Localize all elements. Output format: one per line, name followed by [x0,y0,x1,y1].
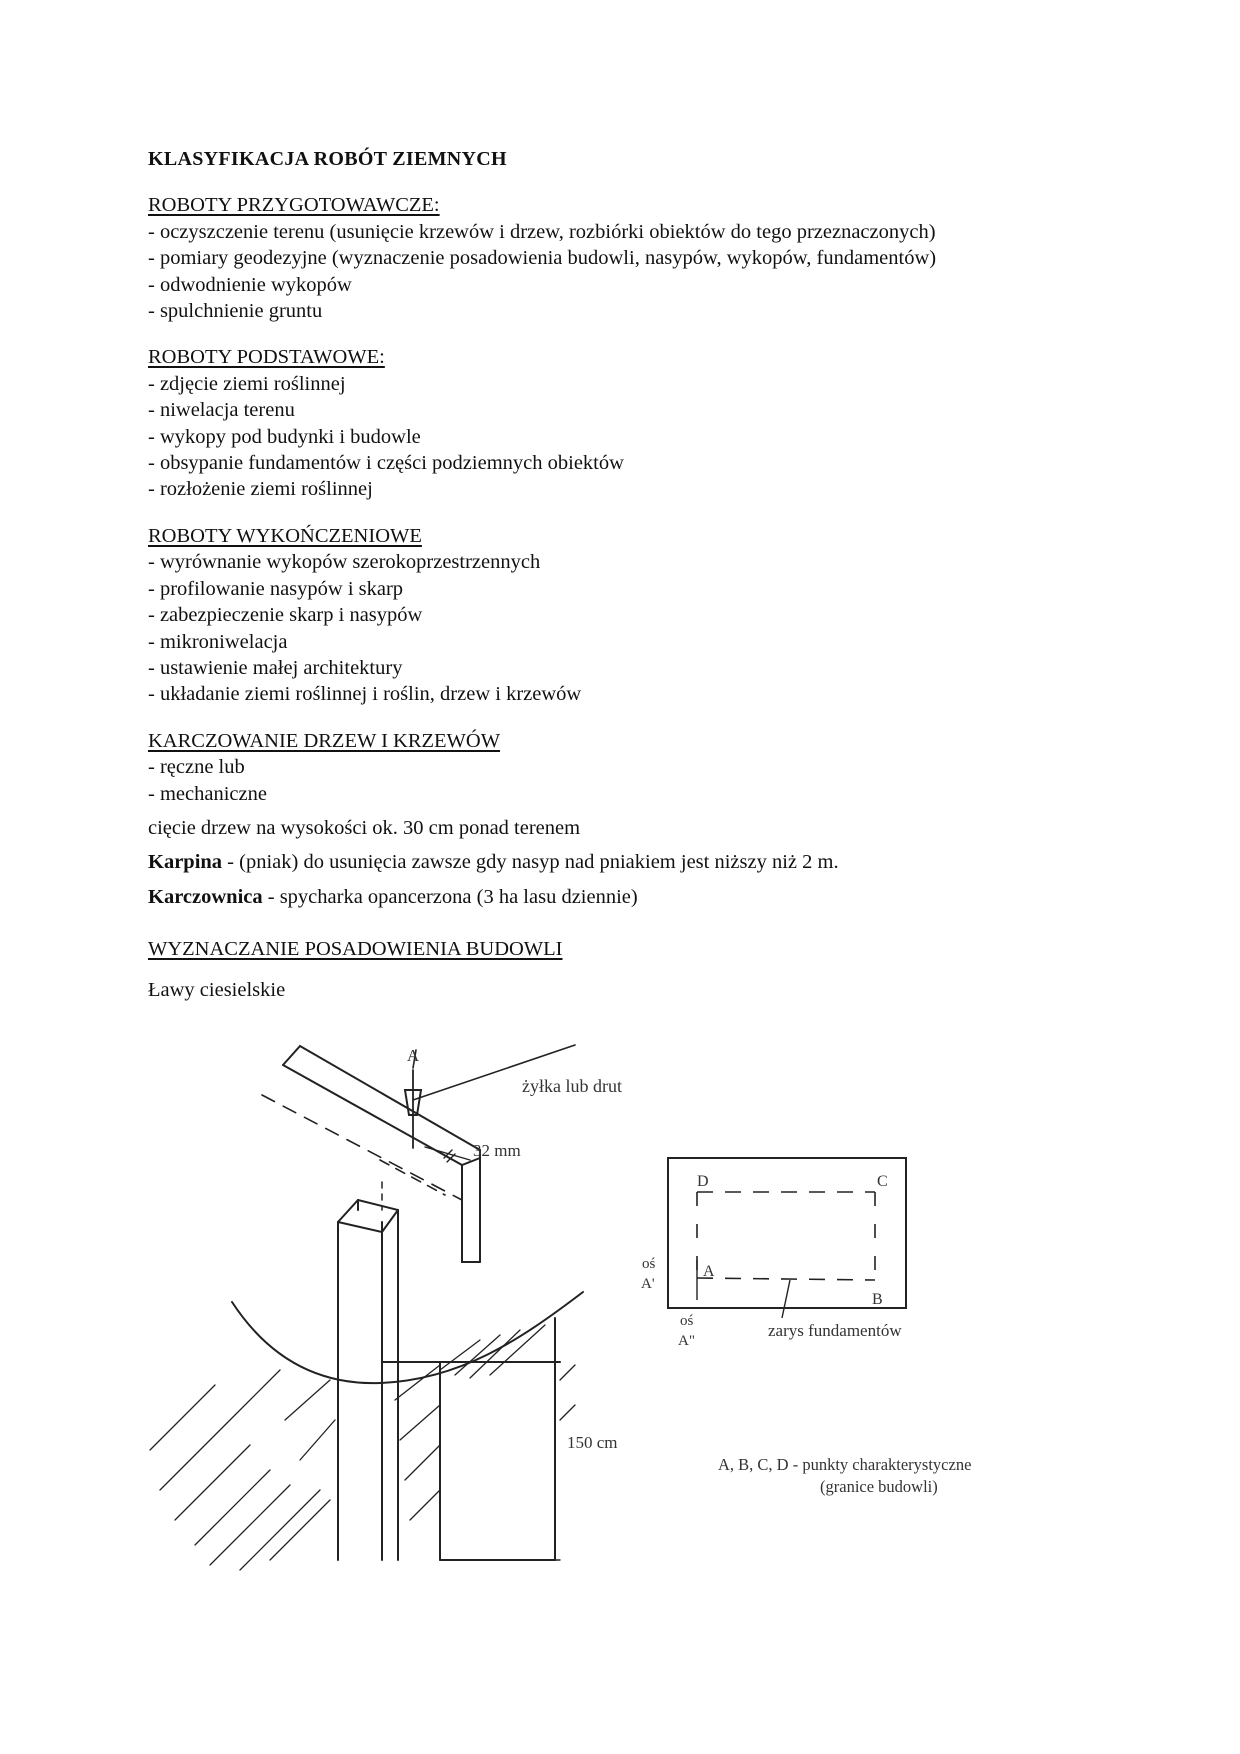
axis-label-a-prime: A' [641,1276,655,1292]
section-heading: ROBOTY WYKOŃCZENIOWE [148,524,422,547]
batter-board-sketch [150,1045,583,1570]
list-item: - oczyszczenie terenu (usunięcie krzewów i drzew, rozbiórki obiektów do tego przeznaczonych) [148,220,936,243]
list-item: - profilowanie nasypów i skarp [148,577,404,600]
list-item: - wyrównanie wykopów szerokoprzestrzennych [148,551,541,574]
list-item: - obsypanie fundamentów i części podziemnych obiektów [148,452,624,475]
axis-label-a-double: A" [678,1333,695,1349]
corner-b: B [872,1291,883,1308]
label-32mm: 32 mm [473,1141,521,1160]
term-karczownica: Karczownica [148,885,263,908]
definition-karpina: - (pniak) do usunięcia zawsze gdy nasyp nad pniakiem jest niższy niż 2 m. [222,851,839,874]
list-item: - ręczne lub [148,756,245,779]
list-item: - zabezpieczenie skarp i nasypów [148,604,423,627]
axis-label-os: oś [642,1256,656,1272]
corner-d: D [697,1173,709,1190]
list-item: - zdjęcie ziemi roślinnej [148,372,346,395]
outline-label: zarys fundamentów [768,1321,902,1340]
axis-label-os: oś [680,1313,694,1329]
section-heading: WYZNACZANIE POSADOWIENIA BUDOWLI [148,938,563,961]
list-item: - pomiary geodezyjne (wyznaczenie posadowienia budowli, nasypów, wykopów, fundamentów) [148,247,937,270]
label-point-a: A [406,1046,420,1065]
list-item: - mikroniwelacja [148,630,288,653]
caption-line-2: (granice budowli) [820,1477,938,1496]
paragraph-cutting: cięcie drzew na wysokości ok. 30 cm ponad terenem [148,816,581,839]
list-item: - spulchnienie gruntu [148,300,323,323]
label-wire: żyłka lub drut [522,1076,622,1096]
list-item: - mechaniczne [148,782,267,805]
section-heading: KARCZOWANIE DRZEW I KRZEWÓW [148,729,501,752]
list-item: - układanie ziemi roślinnej i roślin, drzew i krzewów [148,683,582,706]
list-item: - niwelacja terenu [148,399,295,422]
subtitle: Ławy ciesielskie [148,978,286,1001]
term-karpina: Karpina [148,851,223,874]
corner-a: A [703,1263,715,1280]
caption-line-1: A, B, C, D - punkty charakterystyczne [718,1455,972,1474]
list-item: - wykopy pod budynki i budowle [148,425,421,448]
list-item: - ustawienie małej architektury [148,656,403,679]
list-item: - odwodnienie wykopów [148,273,352,296]
page-title: KLASYFIKACJA ROBÓT ZIEMNYCH [148,148,507,170]
label-150cm: 150 cm [567,1433,618,1452]
list-item: - rozłożenie ziemi roślinnej [148,478,373,501]
definition-karczownica: - spycharka opancerzona (3 ha lasu dziennie) [262,885,638,908]
section-heading: ROBOTY PODSTAWOWE: [148,346,385,369]
section-heading: ROBOTY PRZYGOTOWAWCZE: [148,194,440,217]
corner-c: C [877,1173,888,1190]
